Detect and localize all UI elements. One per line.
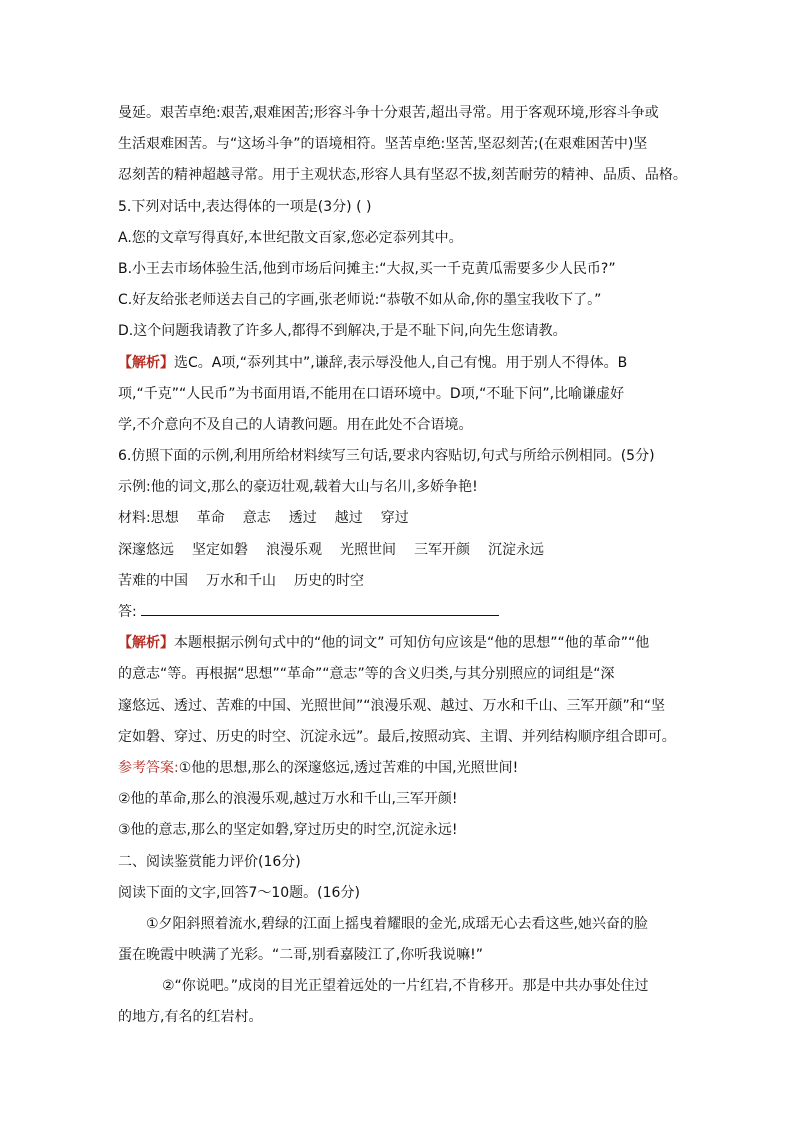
analysis-text: 选C。A项,“忝列其中”,谦辞,表示辱没他人,自己有愧。用于别人不得体。B <box>174 354 628 371</box>
reference-answer-line: ②他的革命,那么的浪漫乐观,越过万水和千山,三军开颜! <box>118 791 458 808</box>
material-word: 万水和千山 <box>206 572 276 589</box>
example-line: 示例:他的词文,那么的豪迈壮观,载着大山与名川,多娇争艳! <box>118 479 478 496</box>
analysis-line: 学,不介意向不及自己的人请教问题。用在此处不合语境。 <box>118 416 473 433</box>
question-6-stem: 6.仿照下面的示例,利用所给材料续写三句话,要求内容贴切,句式与所给示例相同。(5分) <box>118 448 655 465</box>
material-word: 深邃悠远 <box>118 541 174 558</box>
answer-blank[interactable] <box>141 599 499 616</box>
materials-row <box>118 503 678 534</box>
analysis-line: 邃悠远、透过、苦难的中国、光照世间”“浪漫乐观、越过、万水和千山、三军开颜”和“坚 <box>118 697 666 714</box>
materials-row <box>118 566 678 597</box>
answer-label: 答: <box>118 604 137 620</box>
option-c: C.好友给张老师送去自己的字画,张老师说:“恭敬不如从命,你的墨宝我收下了。” <box>118 292 602 309</box>
passage-line: 蛋在晚霞中映满了光彩。“二哥,别看嘉陵江了,你听我说嘛!” <box>118 947 484 964</box>
option-a: A.您的文章写得真好,本世纪散文百家,您必定忝列其中。 <box>118 229 463 246</box>
material-word: 坚定如磐 <box>192 541 248 558</box>
material-word: 浪漫乐观 <box>266 541 322 558</box>
section-instruction: 阅读下面的文字,回答7～10题。(16分) <box>118 884 360 901</box>
analysis-line <box>118 348 678 379</box>
material-word: 意志 <box>242 510 271 527</box>
material-word: 历史的时空 <box>294 572 364 589</box>
material-word: 越过 <box>334 510 363 527</box>
question-5-stem: 5.下列对话中,表达得体的一项是(3分) ( ) <box>118 198 372 215</box>
material-word: 光照世间 <box>340 541 396 558</box>
document-body <box>118 98 687 1034</box>
materials-row <box>118 535 678 566</box>
analysis-tag: 【解析】 <box>118 354 174 371</box>
material-word: 沉淀永远 <box>488 541 544 558</box>
materials-label: 材料: <box>118 510 151 527</box>
reference-answer-label: 参考答案: <box>118 759 179 776</box>
passage-line: 的地方,有名的红岩村。 <box>118 1009 263 1026</box>
reference-answer-text: ①他的思想,那么的深邃悠远,透过苦难的中国,光照世间! <box>178 759 519 776</box>
material-word: 思想 <box>150 510 179 527</box>
section-title: 二、阅读鉴赏能力评价(16分) <box>118 853 301 870</box>
material-word: 透过 <box>288 510 317 527</box>
analysis-line: 项,“千克”“人民币”为书面用语,不能用在口语环境中。D项,“不耻下问”,比喻谦虚好 <box>118 385 625 402</box>
answer-line <box>118 597 678 628</box>
material-word: 革命 <box>196 510 225 527</box>
analysis-line <box>118 628 678 659</box>
material-word: 穿过 <box>380 510 409 527</box>
passage-line: ②“你说吧。”成岗的目光正望着远处的一片红岩,不肯移开。那是中共办事处住过 <box>162 978 649 995</box>
option-b: B.小王去市场体验生活,他到市场后问摊主:“大叔,买一千克黄瓜需要多少人民币?” <box>118 260 616 277</box>
reference-answer-line <box>118 753 678 784</box>
passage-line: ①夕阳斜照着流水,碧绿的江面上摇曳着耀眼的金光,成瑶无心去看这些,她兴奋的脸 <box>146 915 648 932</box>
text-line: 曼延。艰苦卓绝:艰苦,艰难困苦;形容斗争十分艰苦,超出寻常。用于客观环境,形容斗争或 <box>118 105 659 121</box>
material-word: 三军开颜 <box>414 541 470 558</box>
text-line: 生活艰难困苦。与“这场斗争”的语境相符。坚苦卓绝:坚苦,坚忍刻苦;(在艰难困苦中)坚 <box>118 136 648 153</box>
analysis-tag: 【解析】 <box>118 635 174 652</box>
option-d: D.这个问题我请教了许多人,都得不到解决,于是不耻下问,向先生您请教。 <box>118 323 567 340</box>
reference-answer-line: ③他的意志,那么的坚定如磐,穿过历史的时空,沉淀永远! <box>118 822 458 839</box>
material-word: 苦难的中国 <box>118 572 188 589</box>
analysis-line: 定如磐、穿过、历史的时空、沉淀永远”。最后,按照动宾、主谓、并列结构顺序组合即可。 <box>118 728 676 745</box>
analysis-text: 本题根据示例句式中的“他的词文” 可知仿句应该是“他的思想”“他的革命”“他 <box>174 635 650 652</box>
text-line: 忍刻苦的精神超越寻常。用于主观状态,形容人具有坚忍不拔,刻苦耐劳的精神、品质、品格。 <box>118 167 687 184</box>
analysis-line: 的意志“等。再根据“思想”“革命”“意志”等的含义归类,与其分别照应的词组是“深 <box>118 666 615 683</box>
